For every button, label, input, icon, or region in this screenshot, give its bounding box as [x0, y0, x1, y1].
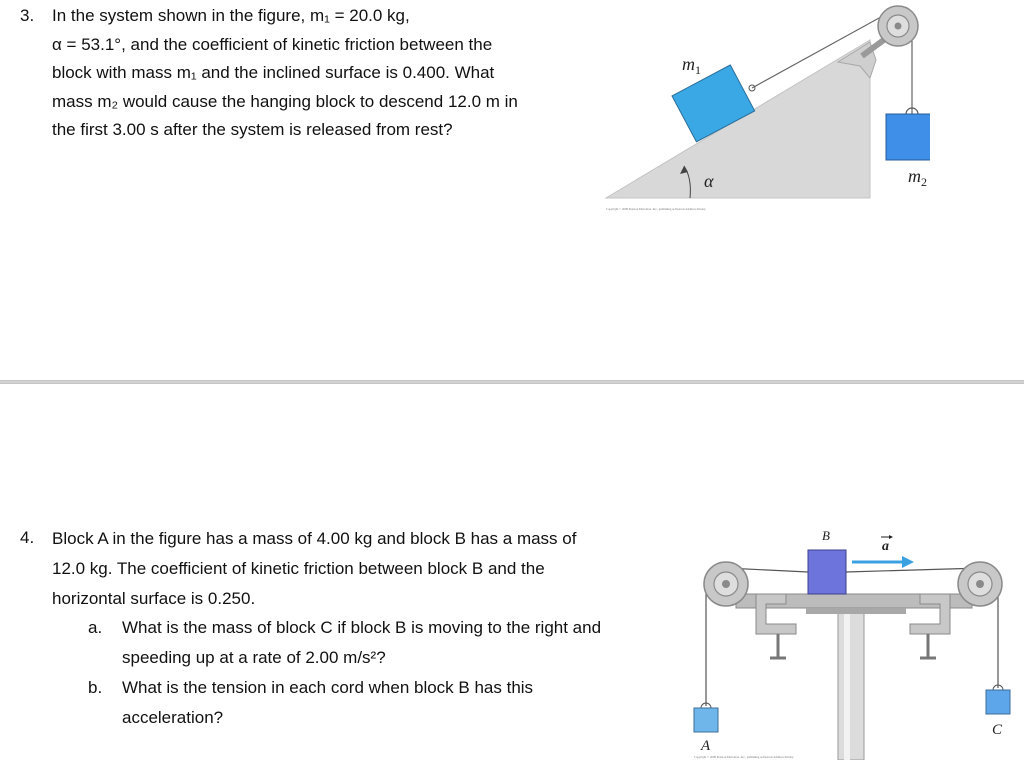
subpart-b-letter: b. — [88, 678, 103, 697]
table-leg — [838, 610, 864, 760]
block-b — [808, 550, 846, 594]
table-pulley-figure — [686, 520, 1020, 760]
pulley-wheel — [878, 6, 918, 46]
figure-credit-4: Copyright © 2008 Pearson Education, Inc., publishing as Pearson Addison-Wesley. — [694, 755, 794, 759]
subpart-b — [88, 673, 601, 733]
pulley-left — [704, 562, 748, 606]
figure-credit-3: Copyright © 2008 Pearson Education, Inc., publishing as Pearson Addison-Wesley. — [606, 207, 706, 211]
label-c: C — [992, 722, 1003, 738]
subpart-a-line-1: What is the mass of block C if block B is moving to the right and — [122, 618, 602, 637]
problem-4-text — [52, 524, 576, 614]
incline-figure — [600, 0, 930, 215]
problem-3-line-5: the first 3.00 s after the system is released from rest? — [52, 120, 453, 139]
problem-3-line-3: block with mass m₁ and the inclined surface is 0.400. What — [52, 63, 495, 82]
label-alpha: α — [704, 171, 714, 191]
label-b: B — [822, 528, 830, 543]
subpart-a — [88, 613, 601, 673]
problem-4-line-1: Block A in the figure has a mass of 4.00 kg and block B has a mass of — [52, 529, 577, 548]
block-a — [694, 708, 718, 732]
block-c — [986, 690, 1010, 714]
problem-3-line-1: In the system shown in the figure, m₁ = 20.0 kg, — [52, 6, 410, 25]
problem-4-subparts — [88, 613, 601, 733]
problem-4-line-2: 12.0 kg. The coefficient of kinetic friction between block B and the — [52, 559, 545, 578]
table-rim — [806, 608, 906, 614]
problem-3-line-4: mass m₂ would cause the hanging block to descend 12.0 m in — [52, 91, 518, 111]
acceleration-arrowhead — [902, 556, 914, 568]
problem-3-line-2: α = 53.1°, and the coefficient of kinetic friction between the — [52, 34, 493, 54]
problem-separator — [0, 380, 1024, 384]
problem-4-line-3: horizontal surface is 0.250. — [52, 589, 256, 608]
problem-3-number: 3. — [20, 6, 35, 25]
label-m1: $m_1$ — [682, 54, 701, 77]
subpart-a-line-2: speeding up at a rate of 2.00 m/s²? — [122, 648, 386, 667]
problem-4-number: 4. — [20, 528, 35, 547]
problem-3-text — [52, 2, 518, 145]
label-a: A — [701, 738, 711, 754]
block-m2 — [886, 114, 930, 160]
subpart-a-letter: a. — [88, 618, 103, 637]
label-accel: a — [882, 539, 889, 554]
label-m2: $m_2$ — [908, 166, 927, 189]
subpart-b-line-1: What is the tension in each cord when block B has this — [122, 678, 534, 697]
subpart-b-line-2: acceleration? — [122, 708, 224, 727]
pulley-right — [958, 562, 1002, 606]
